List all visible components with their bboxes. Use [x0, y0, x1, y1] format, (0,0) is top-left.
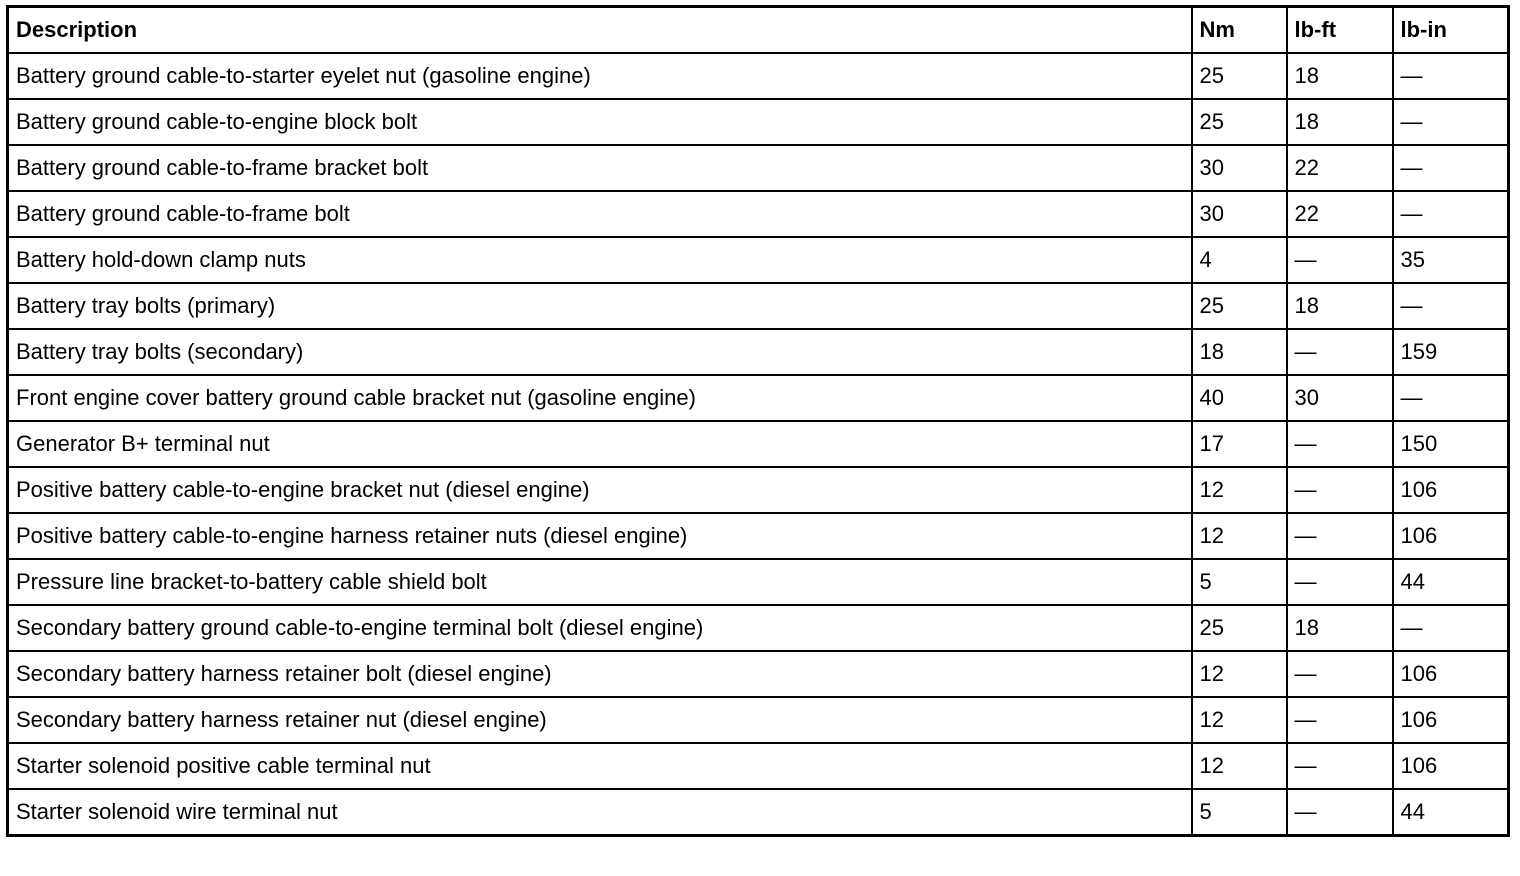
- cell-lb-in: 44: [1393, 559, 1509, 605]
- cell-nm: 4: [1192, 237, 1287, 283]
- cell-nm: 18: [1192, 329, 1287, 375]
- torque-spec-table: [6, 5, 1510, 837]
- header-lb-in: lb-in: [1393, 7, 1509, 54]
- table-row: [8, 605, 1509, 651]
- cell-lb-ft: 30: [1287, 375, 1393, 421]
- cell-nm: 17: [1192, 421, 1287, 467]
- cell-description: Battery ground cable-to-frame bolt: [8, 191, 1192, 237]
- cell-lb-ft: 18: [1287, 605, 1393, 651]
- cell-description: Starter solenoid wire terminal nut: [8, 789, 1192, 836]
- cell-lb-ft: —: [1287, 651, 1393, 697]
- cell-lb-in: 159: [1393, 329, 1509, 375]
- cell-nm: 30: [1192, 145, 1287, 191]
- cell-description: Battery hold-down clamp nuts: [8, 237, 1192, 283]
- cell-lb-ft: —: [1287, 697, 1393, 743]
- cell-lb-in: —: [1393, 191, 1509, 237]
- table-row: [8, 697, 1509, 743]
- cell-nm: 30: [1192, 191, 1287, 237]
- cell-description: Positive battery cable-to-engine bracket nut (diesel engine): [8, 467, 1192, 513]
- table-row: [8, 651, 1509, 697]
- cell-lb-ft: —: [1287, 559, 1393, 605]
- cell-nm: 40: [1192, 375, 1287, 421]
- cell-description: Starter solenoid positive cable terminal nut: [8, 743, 1192, 789]
- cell-lb-in: 35: [1393, 237, 1509, 283]
- cell-lb-in: —: [1393, 53, 1509, 99]
- cell-description: Battery ground cable-to-engine block bolt: [8, 99, 1192, 145]
- cell-lb-ft: —: [1287, 421, 1393, 467]
- cell-lb-ft: 18: [1287, 99, 1393, 145]
- cell-lb-ft: 18: [1287, 283, 1393, 329]
- cell-lb-ft: 22: [1287, 191, 1393, 237]
- table-row: [8, 513, 1509, 559]
- cell-description: Generator B+ terminal nut: [8, 421, 1192, 467]
- cell-lb-in: —: [1393, 99, 1509, 145]
- cell-description: Pressure line bracket-to-battery cable shield bolt: [8, 559, 1192, 605]
- cell-lb-in: 106: [1393, 467, 1509, 513]
- cell-lb-in: —: [1393, 605, 1509, 651]
- cell-lb-in: 150: [1393, 421, 1509, 467]
- table-row: [8, 559, 1509, 605]
- table-row: [8, 237, 1509, 283]
- cell-nm: 12: [1192, 513, 1287, 559]
- cell-lb-ft: 18: [1287, 53, 1393, 99]
- cell-nm: 5: [1192, 559, 1287, 605]
- table-row: [8, 467, 1509, 513]
- cell-description: Battery ground cable-to-starter eyelet nut (gasoline engine): [8, 53, 1192, 99]
- cell-nm: 12: [1192, 651, 1287, 697]
- cell-nm: 5: [1192, 789, 1287, 836]
- cell-lb-in: 106: [1393, 697, 1509, 743]
- cell-description: Battery tray bolts (primary): [8, 283, 1192, 329]
- header-lb-ft: lb-ft: [1287, 7, 1393, 54]
- table-row: [8, 329, 1509, 375]
- cell-nm: 12: [1192, 467, 1287, 513]
- table-row: [8, 789, 1509, 836]
- table-header-row: [8, 7, 1509, 54]
- cell-description: Secondary battery harness retainer bolt (diesel engine): [8, 651, 1192, 697]
- table-row: [8, 375, 1509, 421]
- cell-lb-ft: —: [1287, 789, 1393, 836]
- cell-lb-ft: 22: [1287, 145, 1393, 191]
- cell-description: Secondary battery harness retainer nut (diesel engine): [8, 697, 1192, 743]
- cell-lb-in: 106: [1393, 513, 1509, 559]
- cell-description: Battery tray bolts (secondary): [8, 329, 1192, 375]
- cell-nm: 12: [1192, 697, 1287, 743]
- cell-nm: 12: [1192, 743, 1287, 789]
- table-row: [8, 191, 1509, 237]
- cell-lb-in: 106: [1393, 651, 1509, 697]
- cell-lb-in: —: [1393, 283, 1509, 329]
- cell-lb-ft: —: [1287, 743, 1393, 789]
- table-row: [8, 421, 1509, 467]
- cell-lb-in: —: [1393, 145, 1509, 191]
- header-nm: Nm: [1192, 7, 1287, 54]
- cell-lb-ft: —: [1287, 513, 1393, 559]
- header-description: Description: [8, 7, 1192, 54]
- cell-nm: 25: [1192, 53, 1287, 99]
- table-row: [8, 743, 1509, 789]
- cell-lb-in: 106: [1393, 743, 1509, 789]
- cell-nm: 25: [1192, 605, 1287, 651]
- cell-lb-ft: —: [1287, 237, 1393, 283]
- cell-lb-ft: —: [1287, 467, 1393, 513]
- cell-nm: 25: [1192, 99, 1287, 145]
- cell-lb-ft: —: [1287, 329, 1393, 375]
- cell-description: Secondary battery ground cable-to-engine terminal bolt (diesel engine): [8, 605, 1192, 651]
- table-row: [8, 53, 1509, 99]
- table-row: [8, 283, 1509, 329]
- table-row: [8, 99, 1509, 145]
- cell-lb-in: 44: [1393, 789, 1509, 836]
- cell-description: Positive battery cable-to-engine harness retainer nuts (diesel engine): [8, 513, 1192, 559]
- table-row: [8, 145, 1509, 191]
- cell-lb-in: —: [1393, 375, 1509, 421]
- cell-description: Battery ground cable-to-frame bracket bolt: [8, 145, 1192, 191]
- cell-nm: 25: [1192, 283, 1287, 329]
- cell-description: Front engine cover battery ground cable bracket nut (gasoline engine): [8, 375, 1192, 421]
